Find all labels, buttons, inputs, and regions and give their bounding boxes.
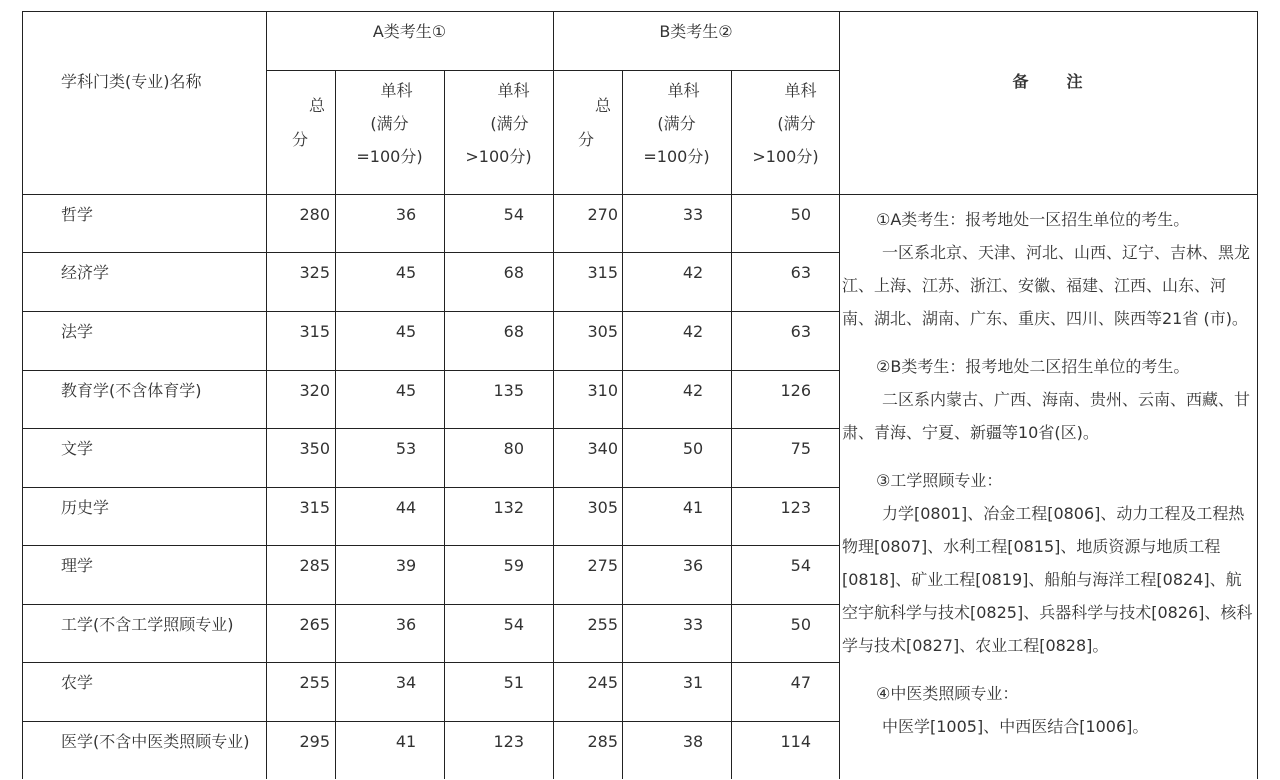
table-row (23, 546, 840, 604)
table-row (23, 312, 840, 370)
a-single-eq100-cell: 45 (395, 322, 417, 341)
note-b-title: ②B类考生：报考地处二区招生单位的考生。 (876, 357, 1190, 376)
a-total-cell: 320 (299, 381, 330, 400)
row-subject-name: 哲学 (61, 205, 94, 224)
a-single-gt100-cell: 80 (503, 439, 524, 458)
b-single-eq100-cell: 31 (682, 673, 704, 692)
a-single-gt100-cell: 54 (503, 615, 524, 634)
header-line: 单科 (667, 81, 700, 100)
a-single-eq100-cell: 41 (395, 732, 417, 751)
note-eng-body: 力学[0801]、冶金工程[0806]、动力工程及工程热物理[0807]、水利工程[0815]、地质资源与地质工程[0818]、矿业工程[0819]、船舶与海洋工程[0824]、航空宇航科学与技术[0825]、兵器科学与技术[0826]、核科学与技术[0827]、农业工程[0828]。 (842, 504, 1253, 655)
table-row (23, 722, 840, 780)
note-b-body: 二区系内蒙古、广西、海南、贵州、云南、西藏、甘肃、青海、宁夏、新疆等10省(区)。 (842, 390, 1251, 442)
a-single-eq100-cell: 36 (395, 205, 417, 224)
table-row (23, 663, 840, 721)
note-tcm-body: 中医学[1005]、中西医结合[1006]。 (882, 717, 1149, 736)
header-line: 单科 (380, 81, 413, 100)
row-subject-name: 工学(不含工学照顾专业) (61, 615, 234, 634)
header-line: >100分) (465, 147, 532, 166)
a-total-header-1: 总 (309, 96, 326, 115)
b-single-eq100-cell: 38 (682, 732, 704, 751)
b-single-eq100-cell: 50 (682, 439, 704, 458)
b-total-cell: 285 (587, 732, 618, 751)
b-total-header-2: 分 (578, 130, 595, 149)
a-single-gt100-cell: 132 (493, 498, 524, 517)
a-single-eq100-cell: 53 (395, 439, 417, 458)
b-total-cell: 275 (587, 556, 618, 575)
b-single-gt100-cell: 63 (790, 322, 811, 341)
a-total-cell: 265 (299, 615, 330, 634)
row-subject-name: 教育学(不含体育学) (61, 381, 202, 400)
header-line: >100分) (752, 147, 819, 166)
b-total-cell: 305 (587, 498, 618, 517)
a-single-gt100-cell: 68 (503, 263, 524, 282)
header-line: 单科 (784, 81, 817, 100)
note-a-body: 一区系北京、天津、河北、山西、辽宁、吉林、黑龙江、上海、江苏、浙江、安徽、福建、江西、山东、河南、湖北、湖南、广东、重庆、四川、陕西等21省 (市)。 (842, 243, 1251, 328)
subject-column-header: 学科门类(专业)名称 (61, 72, 202, 91)
b-total-cell: 315 (587, 263, 618, 282)
a-total-cell: 285 (299, 556, 330, 575)
b-single-gt100-cell: 123 (780, 498, 811, 517)
header-line: =100分) (356, 147, 423, 166)
header-line: (满分 (657, 114, 696, 133)
a-single-eq100-cell: 39 (395, 556, 417, 575)
row-subject-name: 文学 (61, 439, 94, 458)
header-line: (满分 (777, 114, 816, 133)
note-tcm-title: ④中医类照顾专业： (876, 684, 1019, 703)
remarks-header: 备 注 (1012, 72, 1085, 91)
header-line: 单科 (497, 81, 530, 100)
a-single-eq100-cell: 36 (395, 615, 417, 634)
b-total-cell: 310 (587, 381, 618, 400)
a-single-eq100-cell: 45 (395, 381, 417, 400)
b-single-gt100-cell: 126 (780, 381, 811, 400)
a-single-gt100-cell: 123 (493, 732, 524, 751)
row-subject-name: 农学 (61, 673, 94, 692)
b-single-eq100-cell: 36 (682, 556, 704, 575)
b-total-cell: 270 (587, 205, 618, 224)
a-total-cell: 350 (299, 439, 330, 458)
b-single-gt100-cell: 75 (790, 439, 811, 458)
b-single-eq100-cell: 42 (682, 263, 704, 282)
table-row (23, 605, 840, 663)
a-total-cell: 325 (299, 263, 330, 282)
table-row (23, 195, 840, 253)
note-eng-title: ③工学照顾专业： (876, 471, 1003, 490)
a-single-eq100-cell: 45 (395, 263, 417, 282)
row-subject-name: 法学 (61, 322, 94, 341)
group-b-header: B类考生② (659, 22, 733, 41)
b-total-cell: 340 (587, 439, 618, 458)
a-total-header-2: 分 (292, 130, 309, 149)
b-single-gt100-cell: 114 (780, 732, 811, 751)
b-single-eq100-cell: 33 (682, 615, 704, 634)
b-single-eq100-cell: 33 (682, 205, 704, 224)
b-single-gt100-cell: 63 (790, 263, 811, 282)
row-divider (266, 70, 840, 71)
a-single-gt100-cell: 59 (503, 556, 524, 575)
b-total-cell: 245 (587, 673, 618, 692)
remarks-notes (842, 203, 1254, 743)
a-total-cell: 280 (299, 205, 330, 224)
b-single-eq100-header (622, 74, 731, 173)
a-total-cell: 315 (299, 322, 330, 341)
b-single-gt100-cell: 54 (790, 556, 811, 575)
score-table (22, 11, 1258, 779)
table-row (23, 371, 840, 429)
b-total-cell: 255 (587, 615, 618, 634)
table-row (23, 429, 840, 487)
header-line: (满分 (370, 114, 409, 133)
a-single-gt100-cell: 68 (503, 322, 524, 341)
b-single-gt100-header (731, 74, 840, 173)
a-total-cell: 255 (299, 673, 330, 692)
table-row (23, 253, 840, 311)
row-subject-name: 医学(不含中医类照顾专业) (61, 732, 250, 751)
a-single-eq100-cell: 44 (395, 498, 417, 517)
a-single-gt100-cell: 54 (503, 205, 524, 224)
b-single-eq100-cell: 41 (682, 498, 704, 517)
header-line: =100分) (643, 147, 710, 166)
b-single-eq100-cell: 42 (682, 381, 704, 400)
b-single-gt100-cell: 50 (790, 205, 811, 224)
group-a-header: A类考生① (372, 22, 447, 41)
b-total-header-1: 总 (595, 96, 612, 115)
table-row (23, 488, 840, 546)
a-single-eq100-cell: 34 (395, 673, 417, 692)
b-single-gt100-cell: 50 (790, 615, 811, 634)
note-a-title: ①A类考生：报考地处一区招生单位的考生。 (876, 210, 1190, 229)
b-total-cell: 305 (587, 322, 618, 341)
row-subject-name: 历史学 (61, 498, 110, 517)
b-single-eq100-cell: 42 (682, 322, 704, 341)
a-total-cell: 315 (299, 498, 330, 517)
a-single-eq100-header (335, 74, 444, 173)
header-line: (满分 (490, 114, 529, 133)
row-subject-name: 理学 (61, 556, 94, 575)
a-single-gt100-header (444, 74, 553, 173)
a-single-gt100-cell: 135 (493, 381, 524, 400)
a-single-gt100-cell: 51 (503, 673, 524, 692)
row-subject-name: 经济学 (61, 263, 110, 282)
b-single-gt100-cell: 47 (790, 673, 811, 692)
a-total-cell: 295 (299, 732, 330, 751)
